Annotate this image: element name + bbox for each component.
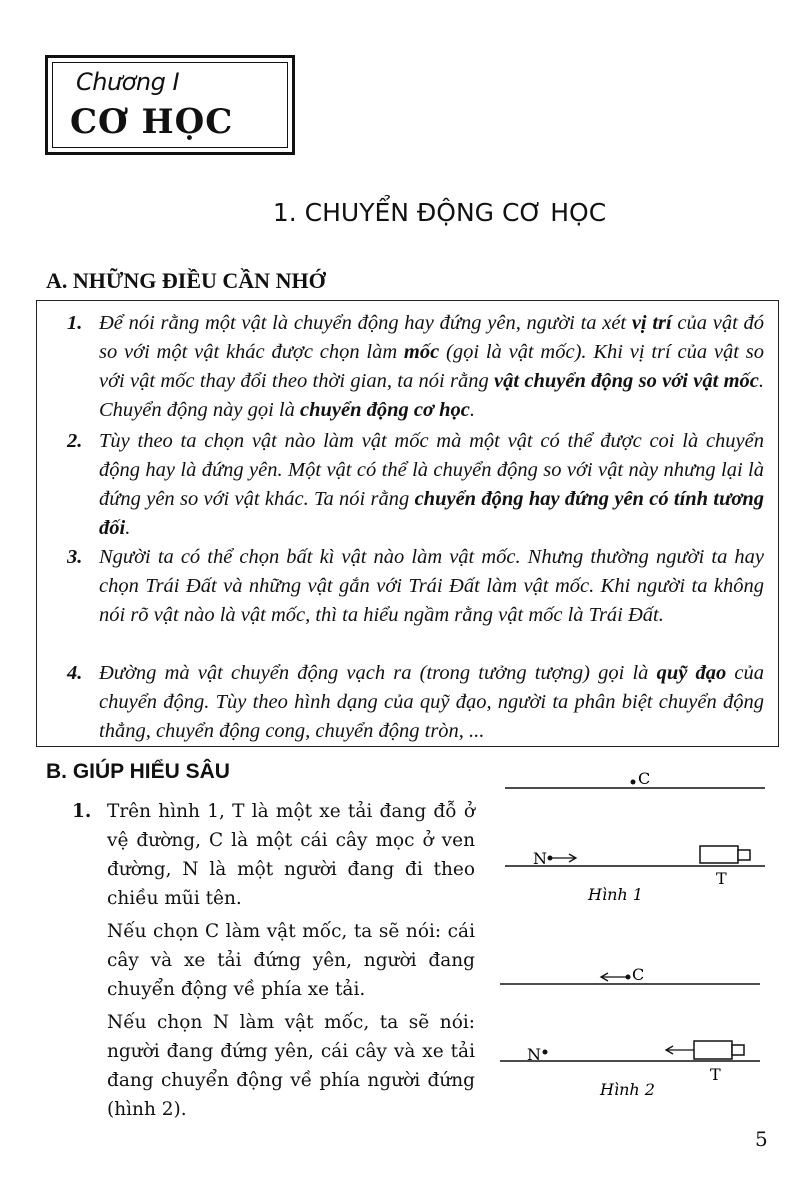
figure-2 [490,950,780,1110]
truck-cab [738,850,750,860]
key-point-3 [67,543,764,630]
text-run: của chuyển động. Tùy theo hình dạng của quỹ đạo, người ta phân biệt chuyển động thẳng, chuyển động cong, chuyển động tròn, ... [99,662,764,742]
explanation-paragraph: Nếu chọn N làm vật mốc, ta sẽ nói: người đang đứng yên, cái cây và xe tải đang chuyển động về phía người đứng (hình 2). [107,1012,475,1120]
text-run: Đường mà vật chuyển động vạch ra (trong tưởng tượng) gọi là [99,662,657,684]
chapter-box [45,55,295,155]
lesson-title: 1. CHUYỂN ĐỘNG CƠ HỌC [272,198,607,227]
text-run: . Chuyển động này gọi là [99,370,764,421]
figure-1 [490,760,780,910]
key-point-1 [67,309,764,425]
emphasized-term: quỹ đạo [656,662,727,684]
explanation-paragraph: Trên hình 1, T là một xe tải đang đỗ ở vệ đường, C là một cái cây mọc ở ven đường, N là một người đang đi theo chiều mũi tên. [107,801,475,909]
tree-point [631,780,636,785]
section-b-heading: B. GIÚP HIỂU SÂU [46,760,230,783]
tree-label: C [638,769,651,788]
key-point-number: 4. [67,662,83,684]
key-point-text [99,309,764,425]
text-run: . [125,517,131,539]
emphasized-term: vị trí [631,312,672,334]
key-point-number: 1. [67,312,83,334]
chapter-title: CƠ HỌC [70,102,234,142]
chapter-label: Chương I [76,68,180,96]
tree-point [626,975,631,980]
truck-body [694,1041,732,1059]
truck-label: T [716,869,727,888]
key-point-text [99,659,764,746]
text-run: Tùy theo ta chọn vật nào làm vật mốc mà một vật có thể được coi là chuyển động hay là đứng yên. Một vật có thể là chuyển động so với vật này nhưng lại là đứng yên so với vật khác. Ta nói rằng [99,430,764,510]
key-point-text [99,427,764,543]
tree-label: C [632,965,645,984]
explanation-item-1 [72,797,475,1128]
truck-body [700,846,738,863]
text-run: (gọi là vật mốc). Khi vị trí của vật so với vật mốc thay đổi theo thời gian, ta nói rằng [99,341,764,392]
key-point-4 [67,659,764,746]
text-run: Người ta có thể chọn bất kì vật nào làm vật mốc. Nhưng thường người ta hay chọn Trái Đất và những vật gắn với Trái Đất làm vật mốc. Khi người ta không nói rõ vật nào là vật mốc, thì ta hiểu ngầm rằng vật mốc là Trái Đất. [99,546,764,626]
text-run: của vật đó so với một vật khác được chọn làm [99,312,764,363]
figure-2-diagram [490,950,780,1110]
truck-cab [732,1045,744,1055]
text-run: Để nói rằng một vật là chuyển động hay đứng yên, người ta xét [99,312,632,334]
emphasized-term: vật chuyển động so với vật mốc [494,370,759,392]
figure-2-caption: Hình 2 [600,1080,655,1099]
key-point-number: 3. [67,546,83,568]
section-a-heading: A. NHỮNG ĐIỀU CẦN NHỚ [46,268,326,293]
key-point-text [99,543,764,630]
key-point-number: 2. [67,430,83,452]
key-point-2 [67,427,764,543]
person-label: N [533,849,547,868]
emphasized-term: chuyển động cơ học [300,399,470,421]
truck-label: T [710,1065,721,1084]
text-run: . [469,399,476,421]
figure-1-caption: Hình 1 [588,885,643,904]
explanation-number: 1. [72,801,92,822]
figure-1-diagram [490,760,780,910]
person-point [543,1050,548,1055]
explanation-paragraph: Nếu chọn C làm vật mốc, ta sẽ nói: cái cây và xe tải đứng yên, người đang chuyển động về phía xe tải. [107,921,475,1000]
emphasized-term: mốc [403,341,440,363]
page-number: 5 [755,1127,768,1151]
key-points-box [36,300,779,747]
emphasized-term: chuyển động hay đứng yên có tính tương đối [99,488,765,539]
person-label: N [527,1045,541,1064]
